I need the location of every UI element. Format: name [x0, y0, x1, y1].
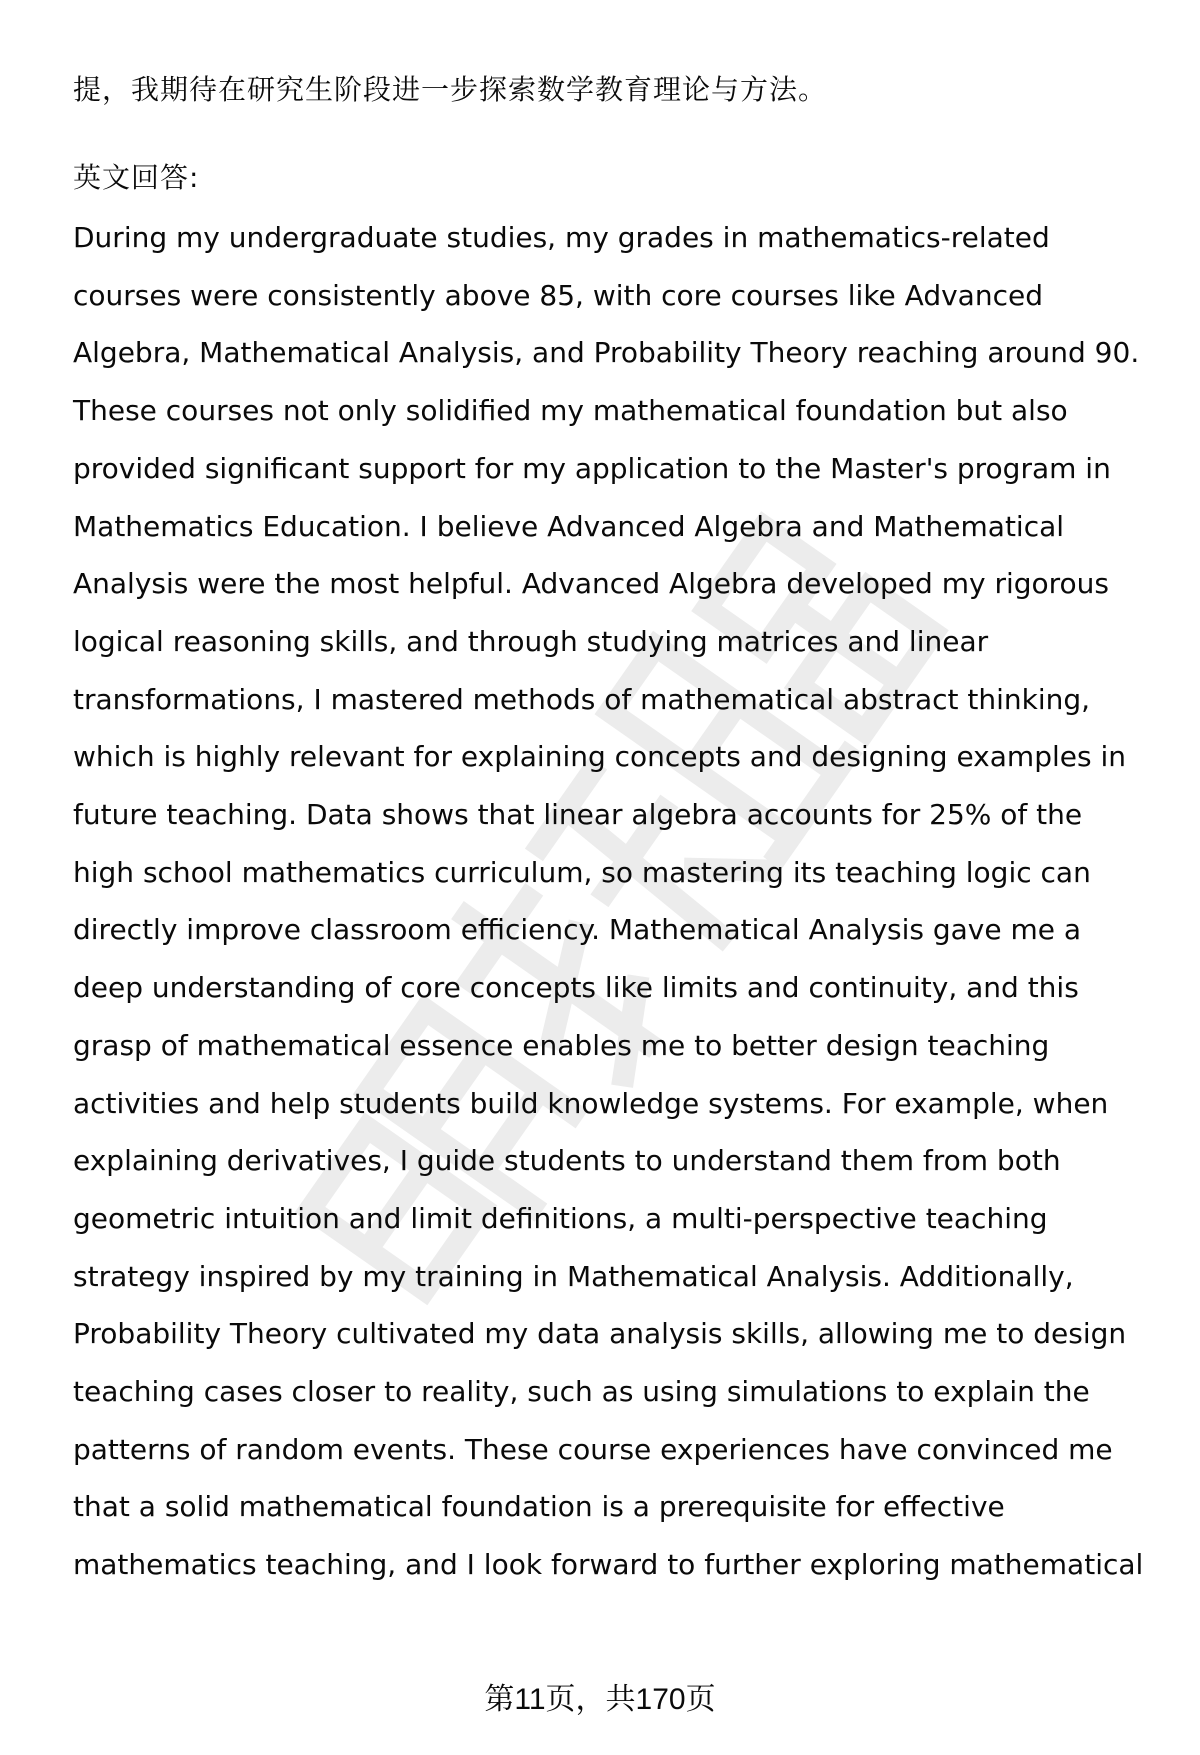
section-label-english-answer: 英文回答: — [73, 161, 200, 194]
paragraph-line: provided significant support for my application to the Master's program in — [73, 452, 1111, 485]
paragraph-line: logical reasoning skills, and through studying matrices and linear — [73, 625, 989, 658]
paragraph-line: courses were consistently above 85, with core courses like Advanced — [73, 279, 1043, 312]
paragraph-line: mathematics teaching, and I look forward to further exploring mathematical — [73, 1548, 1144, 1581]
paragraph-line: Analysis were the most helpful. Advanced Algebra developed my rigorous — [73, 567, 1110, 600]
paragraph-line: activities and help students build knowledge systems. For example, when — [73, 1087, 1109, 1120]
paragraph-line: These courses not only solidified my mathematical foundation but also — [73, 394, 1068, 427]
paragraph-line: which is highly relevant for explaining concepts and designing examples in — [73, 740, 1126, 773]
paragraph-line: patterns of random events. These course experiences have convinced me — [73, 1433, 1113, 1466]
paragraph-line: strategy inspired by my training in Mathematical Analysis. Additionally, — [73, 1260, 1074, 1293]
paragraph-line: deep understanding of core concepts like limits and continuity, and this — [73, 971, 1079, 1004]
paragraph-line: Algebra, Mathematical Analysis, and Probability Theory reaching around 90. — [73, 336, 1140, 369]
paragraph-line: transformations, I mastered methods of mathematical abstract thinking, — [73, 683, 1091, 716]
paragraph-line: Mathematics Education. I believe Advanced Algebra and Mathematical — [73, 510, 1065, 543]
paragraph-line: that a solid mathematical foundation is a prerequisite for effective — [73, 1490, 1005, 1523]
paragraph-line: During my undergraduate studies, my grades in mathematics-related — [73, 221, 1050, 254]
paragraph-line: future teaching. Data shows that linear algebra accounts for 25% of the — [73, 798, 1083, 831]
paragraph-line: directly improve classroom efficiency. Mathematical Analysis gave me a — [73, 913, 1082, 946]
paragraph-line: teaching cases closer to reality, such as using simulations to explain the — [73, 1375, 1090, 1408]
intro-line: 提，我期待在研究生阶段进一步探索数学教育理论与方法。 — [73, 73, 828, 106]
paragraph-line: Probability Theory cultivated my data analysis skills, allowing me to design — [73, 1317, 1127, 1350]
paragraph-line: high school mathematics curriculum, so mastering its teaching logic can — [73, 856, 1091, 889]
page-number-footer: 第11页，共170页 — [484, 1683, 716, 1716]
paragraph-line: explaining derivatives, I guide students to understand them from both — [73, 1144, 1061, 1177]
paragraph-line: geometric intuition and limit definitions, a multi-perspective teaching — [73, 1202, 1048, 1235]
paragraph-line: grasp of mathematical essence enables me to better design teaching — [73, 1029, 1050, 1062]
